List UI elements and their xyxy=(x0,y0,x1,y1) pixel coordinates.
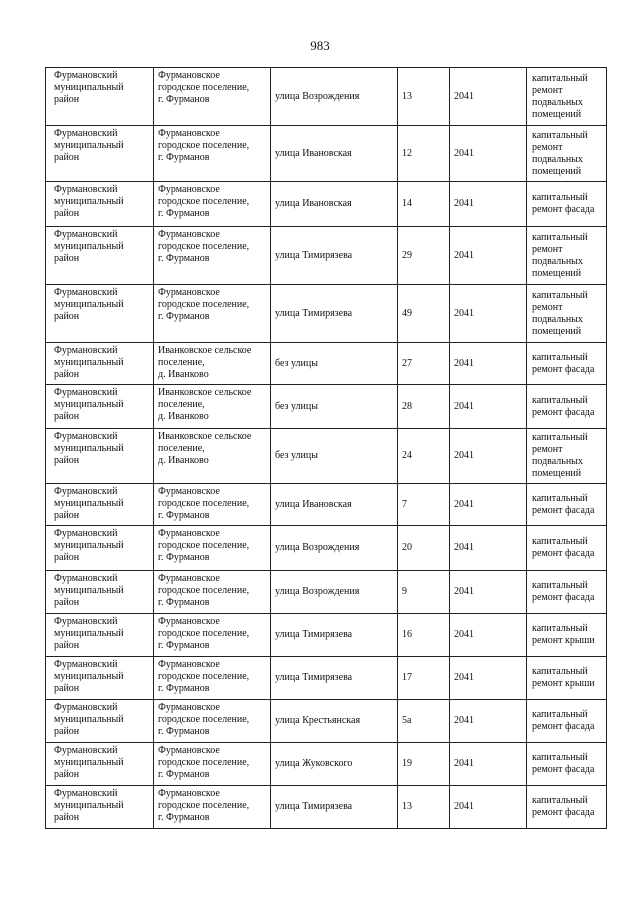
work-type-cell xyxy=(527,484,607,526)
year-cell xyxy=(450,385,527,429)
year-cell xyxy=(450,182,527,227)
district-cell-text: Фурмановский муниципальный район xyxy=(54,431,124,466)
settlement-cell-text: Фурмановское городское поселение, г. Фурманов xyxy=(158,184,250,219)
house-number-cell-text: 24 xyxy=(402,450,412,461)
street-cell-text: улица Возрождения xyxy=(275,90,360,102)
settlement-cell xyxy=(154,526,271,571)
settlement-cell-text: Иванковское сельское поселение, д. Иванково xyxy=(158,387,252,422)
settlement-cell xyxy=(154,484,271,526)
year-cell-text: 2041 xyxy=(454,450,474,461)
house-number-cell xyxy=(398,126,450,182)
district-cell xyxy=(46,484,154,526)
street-cell xyxy=(271,786,398,829)
table-row xyxy=(46,385,607,429)
district-cell xyxy=(46,786,154,829)
work-type-cell-text: капитальный ремонт подвальных помещений xyxy=(532,129,588,177)
district-cell-text: Фурмановский муниципальный район xyxy=(54,659,124,694)
district-cell-text: Фурмановский муниципальный район xyxy=(54,528,124,563)
table-row xyxy=(46,484,607,526)
house-number-cell-text: 20 xyxy=(402,542,412,553)
table-row xyxy=(46,700,607,743)
house-number-cell-text: 5а xyxy=(402,715,412,726)
work-type-cell-text: капитальный ремонт фасада xyxy=(532,351,595,375)
house-number-cell-text: 12 xyxy=(402,147,412,159)
table-row xyxy=(46,571,607,614)
table-row xyxy=(46,657,607,700)
district-cell xyxy=(46,700,154,743)
work-type-cell-text: капитальный ремонт фасада xyxy=(532,536,595,559)
house-number-cell-text: 7 xyxy=(402,498,407,510)
street-cell-text: без улицы xyxy=(275,357,318,369)
house-number-cell xyxy=(398,571,450,614)
work-type-cell xyxy=(527,227,607,285)
work-type-cell xyxy=(527,700,607,743)
work-type-cell xyxy=(527,614,607,657)
work-type-cell xyxy=(527,343,607,385)
settlement-cell xyxy=(154,285,271,343)
settlement-cell-text: Фурмановское городское поселение, г. Фурманов xyxy=(158,287,250,322)
house-number-cell-text: 19 xyxy=(402,758,412,769)
house-number-cell-text: 13 xyxy=(402,90,412,102)
street-cell-text: улица Тимирязева xyxy=(275,307,353,319)
table-row xyxy=(46,343,607,385)
district-cell xyxy=(46,743,154,786)
house-number-cell xyxy=(398,68,450,126)
district-cell-text: Фурмановский муниципальный район xyxy=(54,345,124,380)
table-body xyxy=(46,68,607,829)
district-cell-text: Фурмановский муниципальный район xyxy=(54,788,124,823)
year-cell-text: 2041 xyxy=(454,801,474,812)
year-cell-text: 2041 xyxy=(454,629,474,640)
district-cell-text: Фурмановский муниципальный район xyxy=(54,70,124,105)
street-cell xyxy=(271,743,398,786)
settlement-cell-text: Фурмановское городское поселение, г. Фурманов xyxy=(158,528,250,563)
year-cell xyxy=(450,743,527,786)
settlement-cell xyxy=(154,657,271,700)
work-type-cell xyxy=(527,657,607,700)
work-type-cell-text: капитальный ремонт фасада xyxy=(532,580,595,603)
district-cell xyxy=(46,126,154,182)
settlement-cell xyxy=(154,343,271,385)
settlement-cell-text: Фурмановское городское поселение, г. Фурманов xyxy=(158,229,250,264)
work-type-cell-text: капитальный ремонт фасада xyxy=(532,795,595,818)
district-cell-text: Фурмановский муниципальный район xyxy=(54,745,124,780)
street-cell-text: улица Ивановская xyxy=(275,498,352,510)
year-cell xyxy=(450,429,527,484)
district-cell-text: Фурмановский муниципальный район xyxy=(54,616,124,651)
work-type-cell xyxy=(527,571,607,614)
house-number-cell xyxy=(398,484,450,526)
work-type-cell xyxy=(527,126,607,182)
table-row xyxy=(46,743,607,786)
year-cell-text: 2041 xyxy=(454,198,474,209)
year-cell-text: 2041 xyxy=(454,715,474,726)
street-cell-text: улица Тимирязева xyxy=(275,249,353,261)
district-cell-text: Фурмановский муниципальный район xyxy=(54,184,124,219)
work-type-cell-text: капитальный ремонт фасада xyxy=(532,394,595,418)
settlement-cell-text: Фурмановское городское поселение, г. Фурманов xyxy=(158,128,250,163)
settlement-cell xyxy=(154,182,271,227)
table-row xyxy=(46,429,607,484)
district-cell-text: Фурмановский муниципальный район xyxy=(54,287,124,322)
street-cell xyxy=(271,429,398,484)
table-row xyxy=(46,182,607,227)
work-type-cell-text: капитальный ремонт крыши xyxy=(532,666,595,689)
work-type-cell xyxy=(527,429,607,484)
settlement-cell xyxy=(154,126,271,182)
year-cell xyxy=(450,657,527,700)
settlement-cell xyxy=(154,700,271,743)
street-cell xyxy=(271,571,398,614)
settlement-cell xyxy=(154,385,271,429)
work-type-cell-text: капитальный ремонт подвальных помещений xyxy=(532,72,588,120)
house-number-cell xyxy=(398,429,450,484)
street-cell xyxy=(271,484,398,526)
settlement-cell-text: Фурмановское городское поселение, г. Фурманов xyxy=(158,745,250,780)
settlement-cell-text: Фурмановское городское поселение, г. Фурманов xyxy=(158,659,250,694)
settlement-cell xyxy=(154,227,271,285)
table-row xyxy=(46,614,607,657)
year-cell-text: 2041 xyxy=(454,249,474,261)
house-number-cell xyxy=(398,182,450,227)
district-cell-text: Фурмановский муниципальный район xyxy=(54,387,124,422)
year-cell xyxy=(450,786,527,829)
settlement-cell-text: Иванковское сельское поселение, д. Иванково xyxy=(158,431,252,466)
street-cell xyxy=(271,126,398,182)
house-number-cell-text: 28 xyxy=(402,400,412,412)
district-cell xyxy=(46,343,154,385)
district-cell xyxy=(46,429,154,484)
year-cell-text: 2041 xyxy=(454,758,474,769)
street-cell xyxy=(271,700,398,743)
year-cell-text: 2041 xyxy=(454,147,474,159)
table-row xyxy=(46,786,607,829)
settlement-cell-text: Фурмановское городское поселение, г. Фурманов xyxy=(158,788,250,823)
house-number-cell xyxy=(398,526,450,571)
street-cell-text: улица Возрождения xyxy=(275,542,360,553)
district-cell-text: Фурмановский муниципальный район xyxy=(54,486,124,521)
settlement-cell xyxy=(154,429,271,484)
district-cell-text: Фурмановский муниципальный район xyxy=(54,702,124,737)
house-number-cell-text: 49 xyxy=(402,307,412,319)
year-cell xyxy=(450,526,527,571)
year-cell-text: 2041 xyxy=(454,498,474,510)
district-cell xyxy=(46,385,154,429)
table-row xyxy=(46,126,607,182)
house-number-cell-text: 16 xyxy=(402,629,412,640)
year-cell xyxy=(450,571,527,614)
street-cell xyxy=(271,182,398,227)
settlement-cell-text: Фурмановское городское поселение, г. Фурманов xyxy=(158,573,250,608)
house-number-cell-text: 9 xyxy=(402,586,407,597)
work-type-cell xyxy=(527,182,607,227)
work-type-cell-text: капитальный ремонт фасада xyxy=(532,192,595,215)
street-cell xyxy=(271,285,398,343)
work-type-cell-text: капитальный ремонт фасада xyxy=(532,752,595,775)
street-cell xyxy=(271,526,398,571)
settlement-cell xyxy=(154,68,271,126)
year-cell-text: 2041 xyxy=(454,357,474,369)
work-type-cell-text: капитальный ремонт подвальных помещений xyxy=(532,231,588,279)
table-row xyxy=(46,526,607,571)
house-number-cell-text: 13 xyxy=(402,801,412,812)
settlement-cell xyxy=(154,786,271,829)
street-cell-text: улица Ивановская xyxy=(275,198,352,209)
street-cell xyxy=(271,227,398,285)
work-type-cell xyxy=(527,743,607,786)
street-cell-text: улица Ивановская xyxy=(275,147,352,159)
house-number-cell xyxy=(398,614,450,657)
district-cell xyxy=(46,227,154,285)
street-cell xyxy=(271,614,398,657)
work-type-cell-text: капитальный ремонт фасада xyxy=(532,492,595,516)
district-cell-text: Фурмановский муниципальный район xyxy=(54,229,124,264)
settlement-cell xyxy=(154,743,271,786)
district-cell xyxy=(46,68,154,126)
street-cell-text: без улицы xyxy=(275,450,318,461)
house-number-cell-text: 27 xyxy=(402,357,412,369)
house-number-cell xyxy=(398,743,450,786)
street-cell-text: улица Тимирязева xyxy=(275,801,353,812)
work-type-cell xyxy=(527,786,607,829)
settlement-cell xyxy=(154,571,271,614)
street-cell-text: без улицы xyxy=(275,400,318,412)
street-cell xyxy=(271,68,398,126)
house-number-cell xyxy=(398,227,450,285)
year-cell-text: 2041 xyxy=(454,586,474,597)
house-number-cell-text: 17 xyxy=(402,672,412,683)
year-cell xyxy=(450,227,527,285)
work-type-cell xyxy=(527,526,607,571)
house-number-cell xyxy=(398,700,450,743)
work-type-cell-text: капитальный ремонт крыши xyxy=(532,623,595,646)
district-cell xyxy=(46,571,154,614)
house-number-cell xyxy=(398,657,450,700)
settlement-cell-text: Фурмановское городское поселение, г. Фурманов xyxy=(158,70,250,105)
year-cell-text: 2041 xyxy=(454,307,474,319)
district-cell-text: Фурмановский муниципальный район xyxy=(54,573,124,608)
year-cell xyxy=(450,484,527,526)
year-cell xyxy=(450,285,527,343)
settlement-cell xyxy=(154,614,271,657)
page-number: 983 xyxy=(310,38,330,53)
year-cell xyxy=(450,614,527,657)
settlement-cell-text: Фурмановское городское поселение, г. Фурманов xyxy=(158,486,250,521)
work-type-cell-text: капитальный ремонт подвальных помещений xyxy=(532,432,588,479)
work-type-cell xyxy=(527,385,607,429)
street-cell-text: улица Жуковского xyxy=(275,758,353,769)
house-number-cell xyxy=(398,786,450,829)
house-number-cell xyxy=(398,343,450,385)
year-cell xyxy=(450,343,527,385)
district-cell-text: Фурмановский муниципальный район xyxy=(54,128,124,163)
table-row xyxy=(46,285,607,343)
settlement-cell-text: Фурмановское городское поселение, г. Фурманов xyxy=(158,616,250,651)
work-type-cell-text: капитальный ремонт подвальных помещений xyxy=(532,289,588,337)
street-cell-text: улица Тимирязева xyxy=(275,629,353,640)
street-cell-text: улица Возрождения xyxy=(275,586,360,597)
district-cell xyxy=(46,657,154,700)
year-cell xyxy=(450,68,527,126)
work-type-cell xyxy=(527,285,607,343)
house-number-cell-text: 14 xyxy=(402,198,412,209)
street-cell-text: улица Тимирязева xyxy=(275,672,353,683)
year-cell-text: 2041 xyxy=(454,400,474,412)
table-row xyxy=(46,227,607,285)
district-cell xyxy=(46,614,154,657)
year-cell xyxy=(450,126,527,182)
district-cell xyxy=(46,285,154,343)
repair-schedule-table xyxy=(45,67,607,829)
work-type-cell xyxy=(527,68,607,126)
work-type-cell-text: капитальный ремонт фасада xyxy=(532,709,595,732)
district-cell xyxy=(46,526,154,571)
house-number-cell xyxy=(398,385,450,429)
house-number-cell-text: 29 xyxy=(402,249,412,261)
house-number-cell xyxy=(398,285,450,343)
year-cell-text: 2041 xyxy=(454,542,474,553)
year-cell-text: 2041 xyxy=(454,672,474,683)
settlement-cell-text: Иванковское сельское поселение, д. Иванково xyxy=(158,345,252,380)
street-cell xyxy=(271,385,398,429)
street-cell-text: улица Крестьянская xyxy=(275,715,361,726)
year-cell xyxy=(450,700,527,743)
street-cell xyxy=(271,343,398,385)
district-cell xyxy=(46,182,154,227)
settlement-cell-text: Фурмановское городское поселение, г. Фурманов xyxy=(158,702,250,737)
year-cell-text: 2041 xyxy=(454,90,474,102)
table-row xyxy=(46,68,607,126)
street-cell xyxy=(271,657,398,700)
